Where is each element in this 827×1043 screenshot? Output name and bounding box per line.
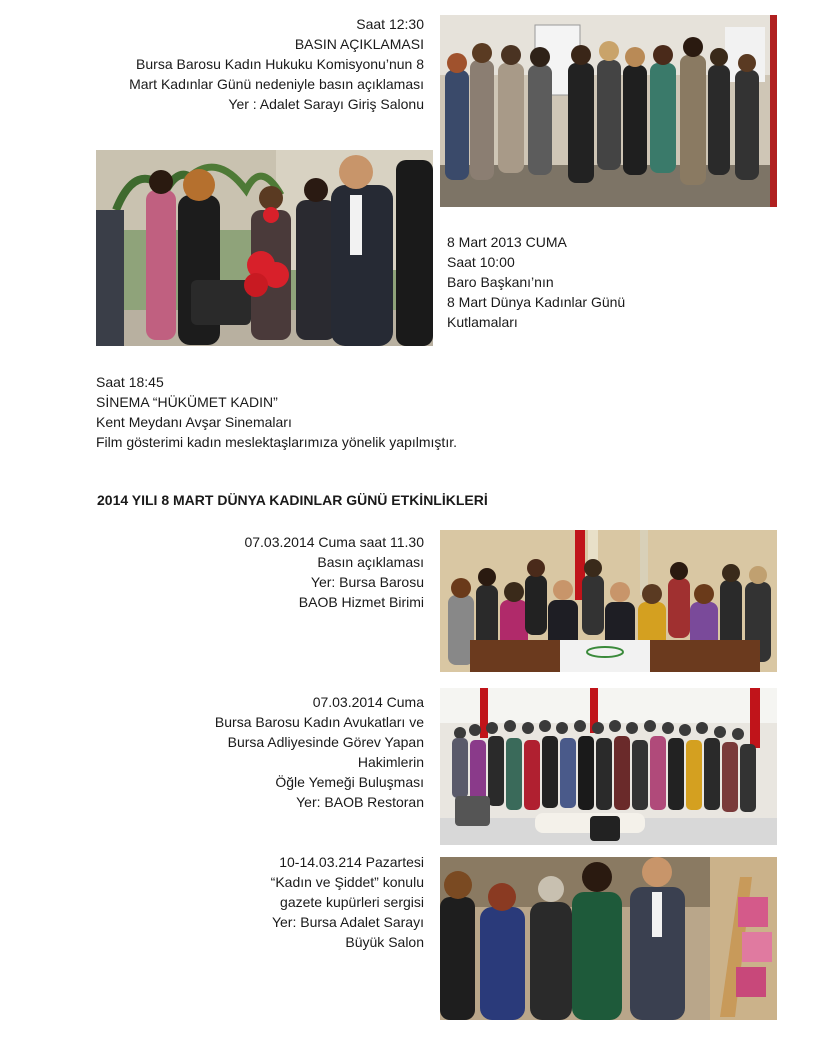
photo-flowers-greeting	[96, 150, 433, 346]
event-line: BASIN AÇIKLAMASI	[294, 36, 424, 52]
photo-group-restaurant	[440, 688, 777, 845]
event-line: Bursa Barosu Kadın Avukatları ve	[214, 714, 424, 730]
event-line: Öğle Yemeği Buluşması	[275, 774, 424, 790]
event-line: Basın açıklaması	[317, 554, 424, 570]
event-sinema-2013	[96, 372, 457, 452]
event-line: 07.03.2014 Cuma	[312, 694, 424, 710]
event-line: Bursa Adliyesinde Görev Yapan	[227, 734, 424, 750]
event-line: Kent Meydanı Avşar Sinemaları	[96, 414, 292, 430]
event-line: Saat 12:30	[356, 16, 424, 32]
event-line: Yer: BAOB Restoran	[296, 794, 424, 810]
event-line: 10-14.03.214 Pazartesi	[279, 854, 424, 870]
event-line: “Kadın ve Şiddet” konulu	[270, 874, 424, 890]
event-line: Film gösterimi kadın meslektaşlarımıza yönelik yapılmıştır.	[96, 434, 457, 450]
event-line: Mart Kadınlar Günü nedeniyle basın açıklaması	[129, 76, 424, 92]
event-line: Yer: Bursa Barosu	[310, 574, 424, 590]
photo-ogle-yemegi-2014	[440, 688, 777, 845]
event-line: Kutlamaları	[447, 314, 518, 330]
event-basin-aciklamasi-2013	[129, 14, 424, 114]
photo-sergi-2014	[440, 857, 777, 1020]
event-line: BAOB Hizmet Birimi	[298, 594, 424, 610]
event-ogle-yemegi-2014	[215, 692, 424, 812]
event-line: Yer : Adalet Sarayı Giriş Salonu	[228, 96, 424, 112]
event-line: 8 Mart Dünya Kadınlar Günü	[447, 294, 626, 310]
event-line: Hakimlerin	[357, 754, 424, 770]
photo-group-lobby	[440, 15, 777, 207]
event-basin-aciklamasi-2014	[244, 532, 424, 612]
photo-press-table	[440, 530, 777, 672]
section-heading-2014: 2014 YILI 8 MART DÜNYA KADINLAR GÜNÜ ETKİNLİKLERİ	[97, 492, 488, 508]
event-line: Saat 18:45	[96, 374, 164, 390]
event-sergi-2014	[271, 852, 424, 952]
event-line: Büyük Salon	[345, 934, 424, 950]
photo-exhibition-visit	[440, 857, 777, 1020]
event-line: SİNEMA “HÜKÜMET KADIN”	[96, 394, 278, 410]
event-line: 07.03.2014 Cuma saat 11.30	[244, 534, 424, 550]
event-line: Bursa Barosu Kadın Hukuku Komisyonu’nun 8	[136, 56, 424, 72]
event-line: Saat 10:00	[447, 254, 515, 270]
photo-basin-aciklamasi-2013	[440, 15, 777, 207]
event-line: Baro Başkanı’nın	[447, 274, 554, 290]
event-line: 8 Mart 2013 CUMA	[447, 234, 567, 250]
event-line: gazete kupürleri sergisi	[280, 894, 424, 910]
event-baskan-kutlama-2013	[447, 232, 625, 332]
photo-basin-aciklamasi-2014	[440, 530, 777, 672]
event-line: Yer: Bursa Adalet Sarayı	[271, 914, 424, 930]
photo-baskan-kutlama-2013	[96, 150, 433, 346]
